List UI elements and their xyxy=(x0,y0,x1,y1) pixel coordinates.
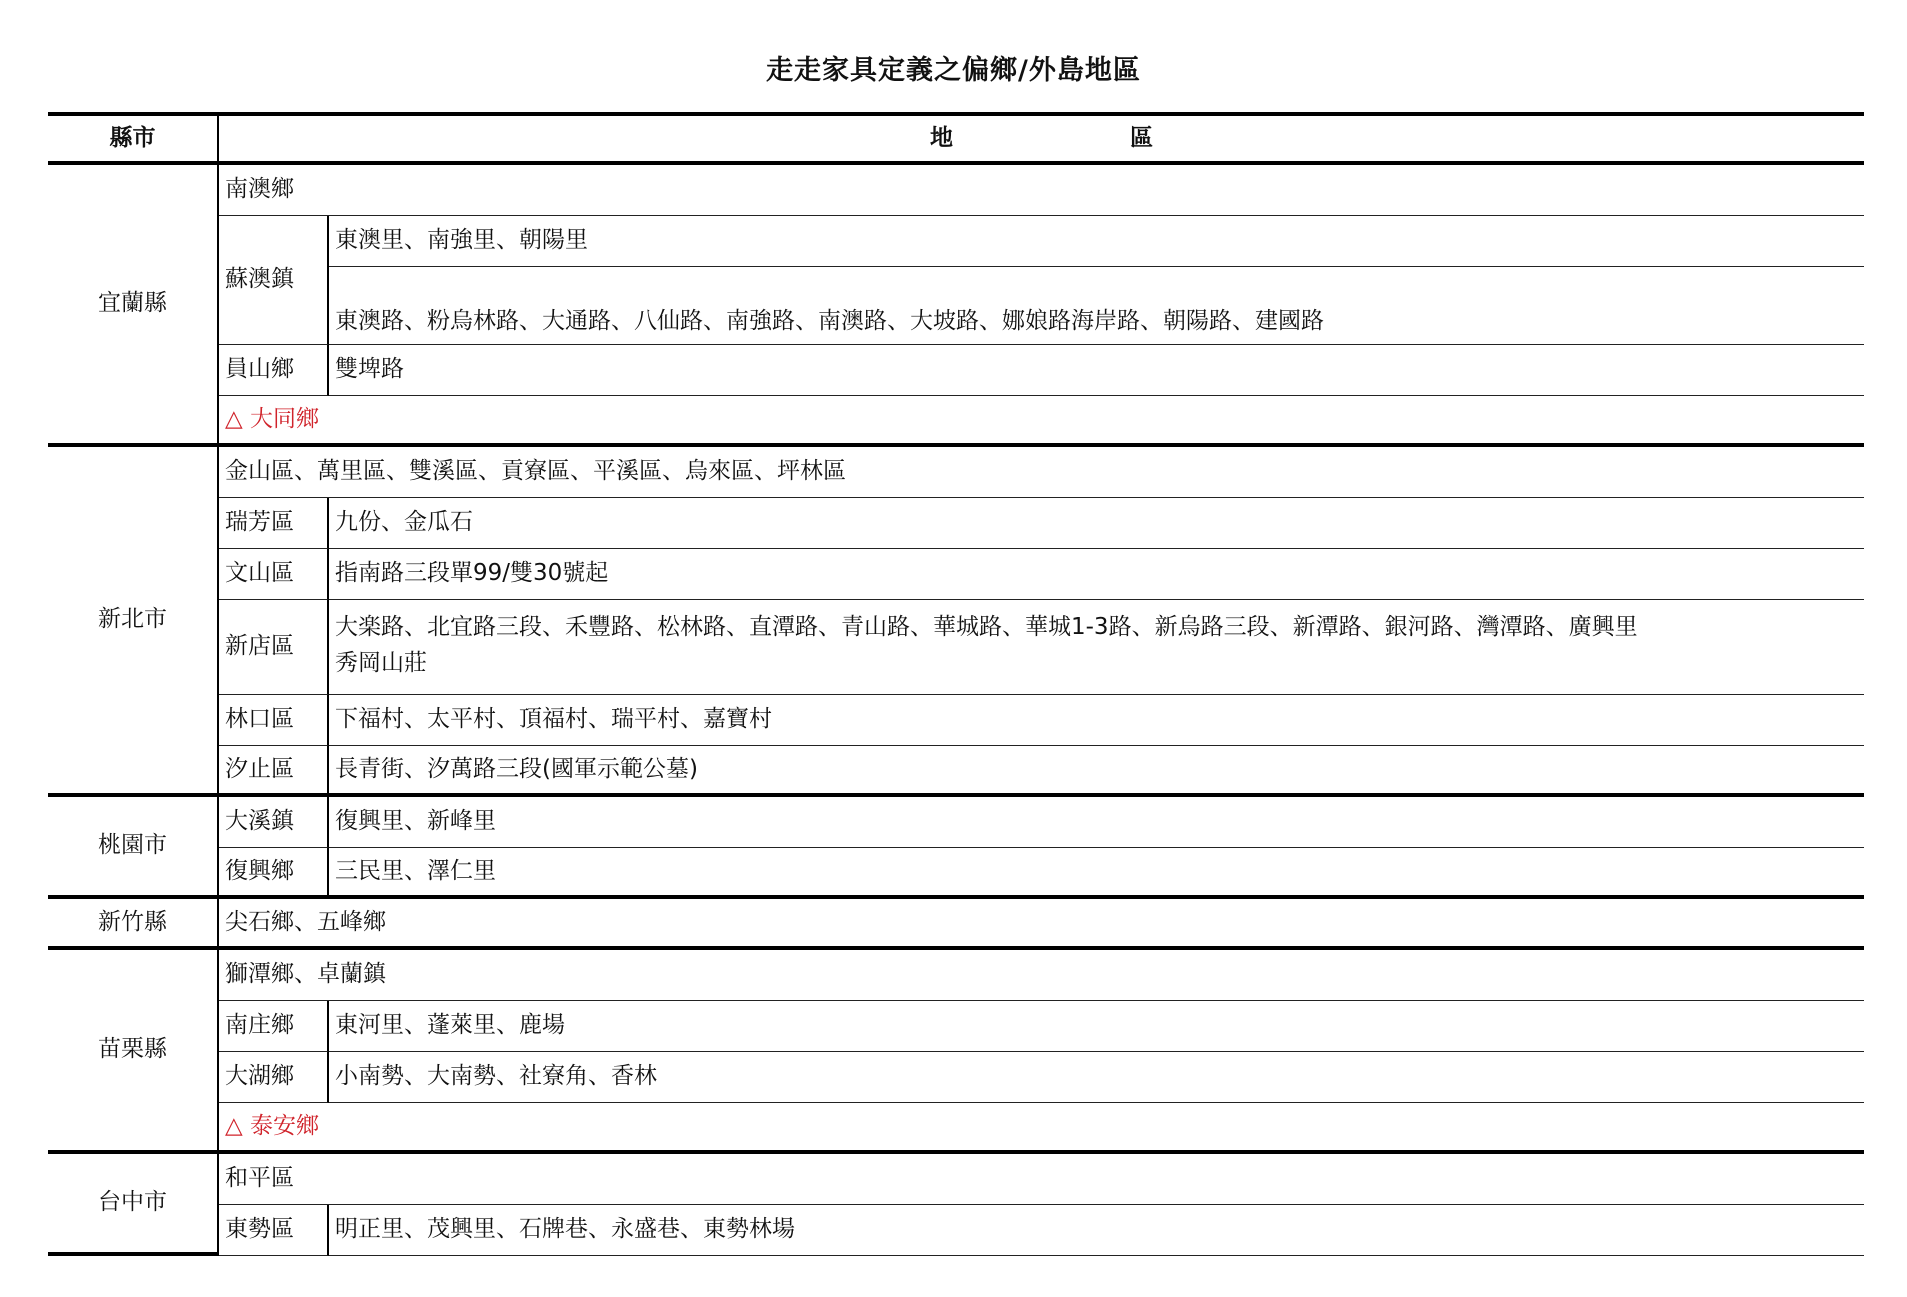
area-linkou: 林口區 xyxy=(219,695,329,746)
area-yuanshan: 員山鄉 xyxy=(219,345,329,396)
area-xizhi-detail: 長青街、汐萬路三段(國軍示範公墓) xyxy=(329,746,1864,797)
area-fuxing-detail: 三民里、澤仁里 xyxy=(329,848,1864,899)
area-xindian-detail xyxy=(329,600,1864,695)
county-taoyuan: 桃園市 xyxy=(48,797,219,899)
header-area-char-2: 區 xyxy=(1130,124,1153,151)
area-daxi-detail: 復興里、新峰里 xyxy=(329,797,1864,848)
area-xindian-detail-line-1: 大楽路、北宜路三段、禾豐路、松林路、直潭路、青山路、華城路、華城1-3路、新烏路三段、新潭路、銀河路、灣潭路、廣興里 xyxy=(335,614,1638,640)
area-dongshi-detail: 明正里、茂興里、石牌巷、永盛巷、東勢林場 xyxy=(329,1205,1864,1256)
area-taian: △ 泰安鄉 xyxy=(219,1103,1864,1154)
area-ruifang: 瑞芳區 xyxy=(219,498,329,549)
area-hsinchu-districts: 尖石鄉、五峰鄉 xyxy=(219,899,1864,950)
county-yilan: 宜蘭縣 xyxy=(48,165,219,447)
county-miaoli: 苗栗縣 xyxy=(48,950,219,1154)
area-newtaipei-districts: 金山區、萬里區、雙溪區、貢寮區、平溪區、烏來區、坪林區 xyxy=(219,447,1864,498)
area-wenshan: 文山區 xyxy=(219,549,329,600)
area-dahu-detail: 小南勢、大南勢、社寮角、香林 xyxy=(329,1052,1864,1103)
header-area-char-1: 地 xyxy=(930,124,953,151)
area-suao-roads: 東澳路、粉烏林路、大通路、八仙路、南強路、南澳路、大坡路、娜娘路海岸路、朝陽路、建國路 xyxy=(329,267,1864,345)
area-dahu: 大湖鄉 xyxy=(219,1052,329,1103)
area-nanzhuang-detail: 東河里、蓬萊里、鹿場 xyxy=(329,1001,1864,1052)
area-ruifang-detail: 九份、金瓜石 xyxy=(329,498,1864,549)
area-xindian: 新店區 xyxy=(219,600,329,695)
area-linkou-detail: 下福村、太平村、頂福村、瑞平村、嘉寶村 xyxy=(329,695,1864,746)
header-area xyxy=(219,112,1864,165)
area-xizhi: 汐止區 xyxy=(219,746,329,797)
county-hsinchu: 新竹縣 xyxy=(48,899,219,950)
header-county: 縣市 xyxy=(48,112,219,165)
area-suao: 蘇澳鎮 xyxy=(219,216,329,345)
area-suao-li: 東澳里、南強里、朝陽里 xyxy=(329,216,1864,267)
county-newtaipei: 新北市 xyxy=(48,447,219,797)
area-nanzhuang: 南庄鄉 xyxy=(219,1001,329,1052)
area-heping: 和平區 xyxy=(219,1154,1864,1205)
area-xindian-detail-line-2: 秀岡山莊 xyxy=(335,649,427,676)
area-dongshi: 東勢區 xyxy=(219,1205,329,1256)
area-datong: △ 大同鄉 xyxy=(219,396,1864,447)
area-nanao: 南澳鄉 xyxy=(219,165,1864,216)
area-daxi: 大溪鎮 xyxy=(219,797,329,848)
county-taichung: 台中市 xyxy=(48,1154,219,1256)
area-wenshan-detail: 指南路三段單99/雙30號起 xyxy=(329,549,1864,600)
area-fuxing: 復興鄉 xyxy=(219,848,329,899)
page-title: 走走家具定義之偏鄉/外島地區 xyxy=(766,55,1141,86)
area-yuanshan-detail: 雙埤路 xyxy=(329,345,1864,396)
region-table xyxy=(48,112,1864,1256)
area-miaoli-districts: 獅潭鄉、卓蘭鎮 xyxy=(219,950,1864,1001)
